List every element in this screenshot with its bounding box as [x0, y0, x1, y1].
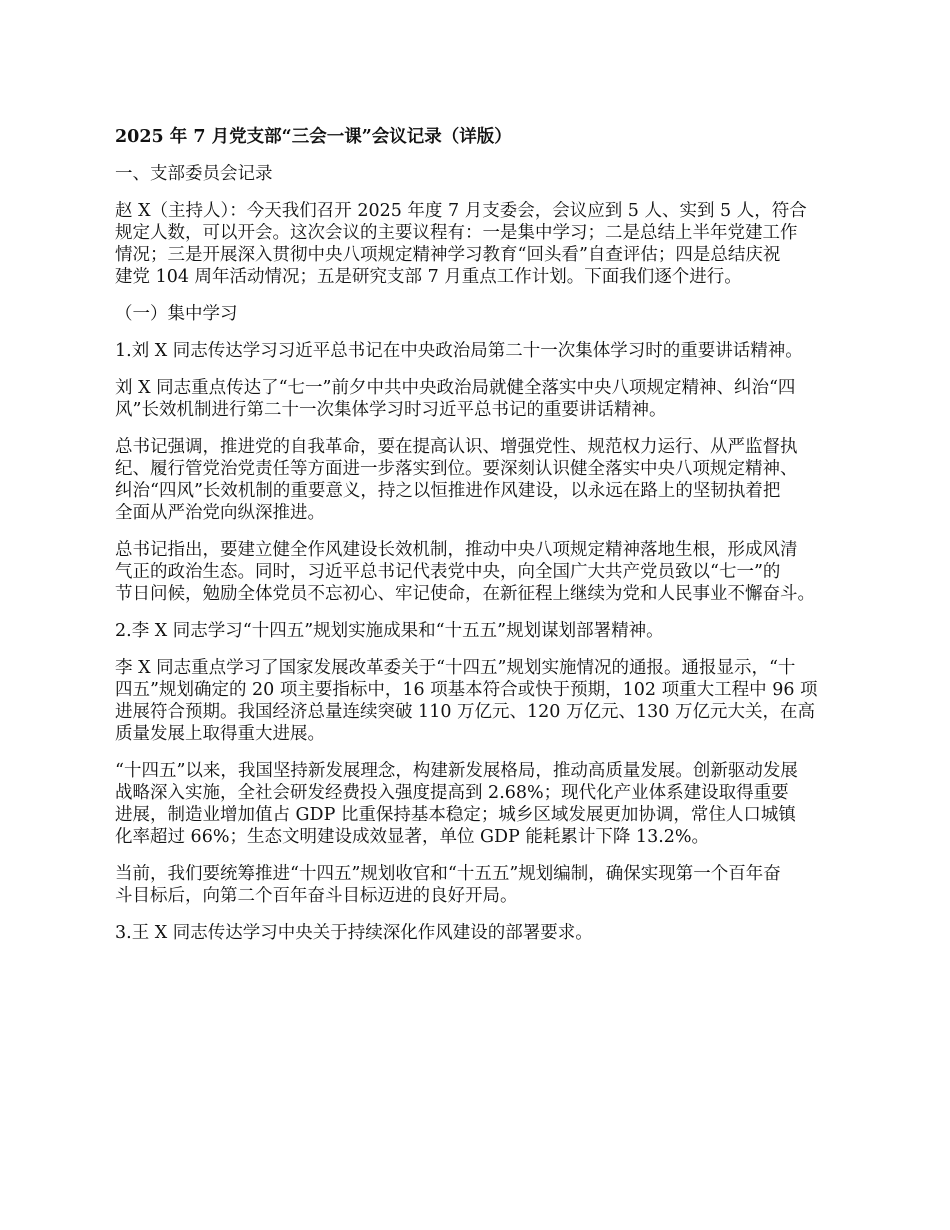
text-line: 总书记强调，推进党的自我革命，要在提高认识、增强党性、规范权力运行、从严监督执	[115, 437, 798, 457]
text-line: 刘 X 同志重点传达了“七一”前夕中共中央政治局就健全落实中央八项规定精神、纠治“四	[115, 378, 796, 398]
text-line: 质量发展上取得重大进展。	[115, 724, 325, 744]
document-page	[115, 126, 855, 959]
text-line: 节日问候，勉励全体党员不忘初心、牢记使命，在新征程上继续为党和人民事业不懈奋斗。	[115, 584, 815, 604]
text-line: 1.刘 X 同志传达学习习近平总书记在中央政治局第二十一次集体学习时的重要讲话精神。	[115, 341, 803, 361]
body-paragraph	[115, 377, 855, 421]
text-line: 2.李 X 同志学习“十四五”规划实施成果和“十五五”规划谋划部署精神。	[115, 621, 664, 641]
body-paragraph	[115, 436, 855, 524]
text-line: （一）集中学习	[115, 304, 238, 324]
text-line: 斗目标后，向第二个百年奋斗目标迈进的良好开局。	[115, 886, 518, 906]
text-line: 当前，我们要统筹推进“十四五”规划收官和“十五五”规划编制，确保实现第一个百年奋	[115, 864, 781, 884]
text-line: 赵 X（主持人）：今天我们召开 2025 年度 7 月支委会，会议应到 5 人、实到 5 人，符合	[115, 201, 807, 221]
text-line: 情况；三是开展深入贯彻中央八项规定精神学习教育“回头看”自查评估；四是总结庆祝	[115, 245, 781, 265]
text-line: 四五”规划确定的 20 项主要指标中，16 项基本符合或快于预期，102 项重大工程中 96 项	[115, 680, 818, 700]
text-line: 化率超过 66%；生态文明建设成效显著，单位 GDP 能耗累计下降 13.2%。	[115, 827, 710, 847]
body-paragraph	[115, 539, 855, 605]
text-line: 纪、履行管党治党责任等方面进一步落实到位。要深刻认识健全落实中央八项规定精神、	[115, 459, 798, 479]
body-paragraph	[115, 200, 855, 288]
section-heading	[115, 620, 855, 642]
text-line: 气正的政治生态。同时，习近平总书记代表党中央，向全国广大共产党员致以“七一”的	[115, 562, 781, 582]
text-line: “十四五”以来，我国坚持新发展理念，构建新发展格局，推动高质量发展。创新驱动发展	[115, 761, 798, 781]
text-line: 李 X 同志重点学习了国家发展改革委关于“十四五”规划实施情况的通报。通报显示，“十	[115, 658, 796, 678]
section-heading	[115, 922, 855, 944]
section-heading	[115, 163, 855, 185]
body-paragraph	[115, 657, 855, 745]
text-line: 风”长效机制进行第二十一次集体学习时习近平总书记的重要讲话精神。	[115, 400, 667, 420]
text-line: 进展，制造业增加值占 GDP 比重保持基本稳定；城乡区域发展更加协调，常住人口城镇	[115, 805, 796, 825]
text-line: 一、支部委员会记录	[115, 164, 273, 184]
text-line: 进展符合预期。我国经济总量连续突破 110 万亿元、120 万亿元、130 万亿元大关，在高	[115, 702, 815, 722]
text-line: 全面从严治党向纵深推进。	[115, 503, 325, 523]
section-heading	[115, 303, 855, 325]
text-line: 建党 104 周年活动情况；五是研究支部 7 月重点工作计划。下面我们逐个进行。	[115, 267, 742, 287]
text-line: 纠治“四风”长效机制的重要意义，持之以恒推进作风建设，以永远在路上的坚韧执着把	[115, 481, 781, 501]
text-line: 2025 年 7 月党支部“三会一课”会议记录（详版）	[115, 127, 512, 147]
body-paragraph	[115, 863, 855, 907]
text-line: 总书记指出，要建立健全作风建设长效机制，推动中央八项规定精神落地生根，形成风清	[115, 540, 798, 560]
body-paragraph	[115, 760, 855, 848]
section-heading	[115, 340, 855, 362]
text-line: 规定人数，可以开会。这次会议的主要议程有：一是集中学习；二是总结上半年党建工作	[115, 223, 798, 243]
text-line: 3.王 X 同志传达学习中央关于持续深化作风建设的部署要求。	[115, 923, 593, 943]
text-line: 战略深入实施，全社会研发经费投入强度提高到 2.68%；现代化产业体系建设取得重要	[115, 783, 789, 803]
document-title	[115, 126, 855, 148]
